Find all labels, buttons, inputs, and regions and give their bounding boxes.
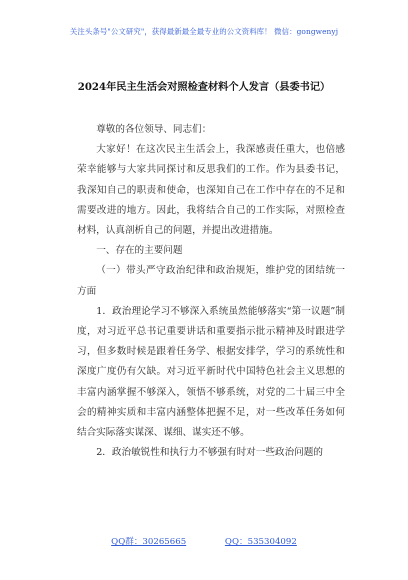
qq-contact-link[interactable]: QQ：535304092 (224, 537, 297, 547)
document-body (77, 110, 345, 463)
salutation: 尊敬的各位领导、同志们： (96, 124, 212, 135)
item-paragraph-political-sensitivity: 2．政治敏锐性和执行力不够强有时对一些政治问题的 (96, 447, 323, 459)
item-paragraph-theory-study: 1．政治理论学习不够深入系统虽然能够落实“第一议题”制度，对习近平总书记重要讲话和重要指示批示精神及时跟进学习，但多数时候是跟着任务学、根据安排学，学习的系统性和深度广度仍有欠缺。对习近平新时代中国特色社会主义思想的丰富内涵掌握不够深入，领悟不够系统，对党的二十届三中全会的精神实质和丰富内涵整体把握不足，对一些改革任务如何结合实际落实谋深、谋细、谋实还不够。 (77, 305, 345, 439)
document-title: 2024年民主生活会对照检查材料个人发言（县委书记） (77, 81, 331, 93)
intro-paragraph: 大家好！在这次民主生活会上，我深感责任重大，也倍感荣幸能够与大家共同探讨和反思我们的工作。作为县委书记，我深知自己的职责和使命，也深知自己在工作中存在的不足和需要改进的地方。因此，我将结合自己的工作实际，对照检查材料，认真剖析自己的问题，并提出改进措施。 (77, 144, 345, 237)
qq-group-link[interactable]: QQ群：30265665 (111, 537, 187, 547)
section-heading-problems: 一、存在的主要问题 (96, 245, 183, 257)
subsection-heading-discipline: （一）带头严守政治纪律和政治规矩，维护党的团结统一方面 (77, 265, 345, 297)
header-banner: 关注头条号"公文研究"，获得最新最全最专业的公文资料库！ 微信：gongwenyj (69, 27, 339, 36)
footer-contact (0, 535, 408, 547)
